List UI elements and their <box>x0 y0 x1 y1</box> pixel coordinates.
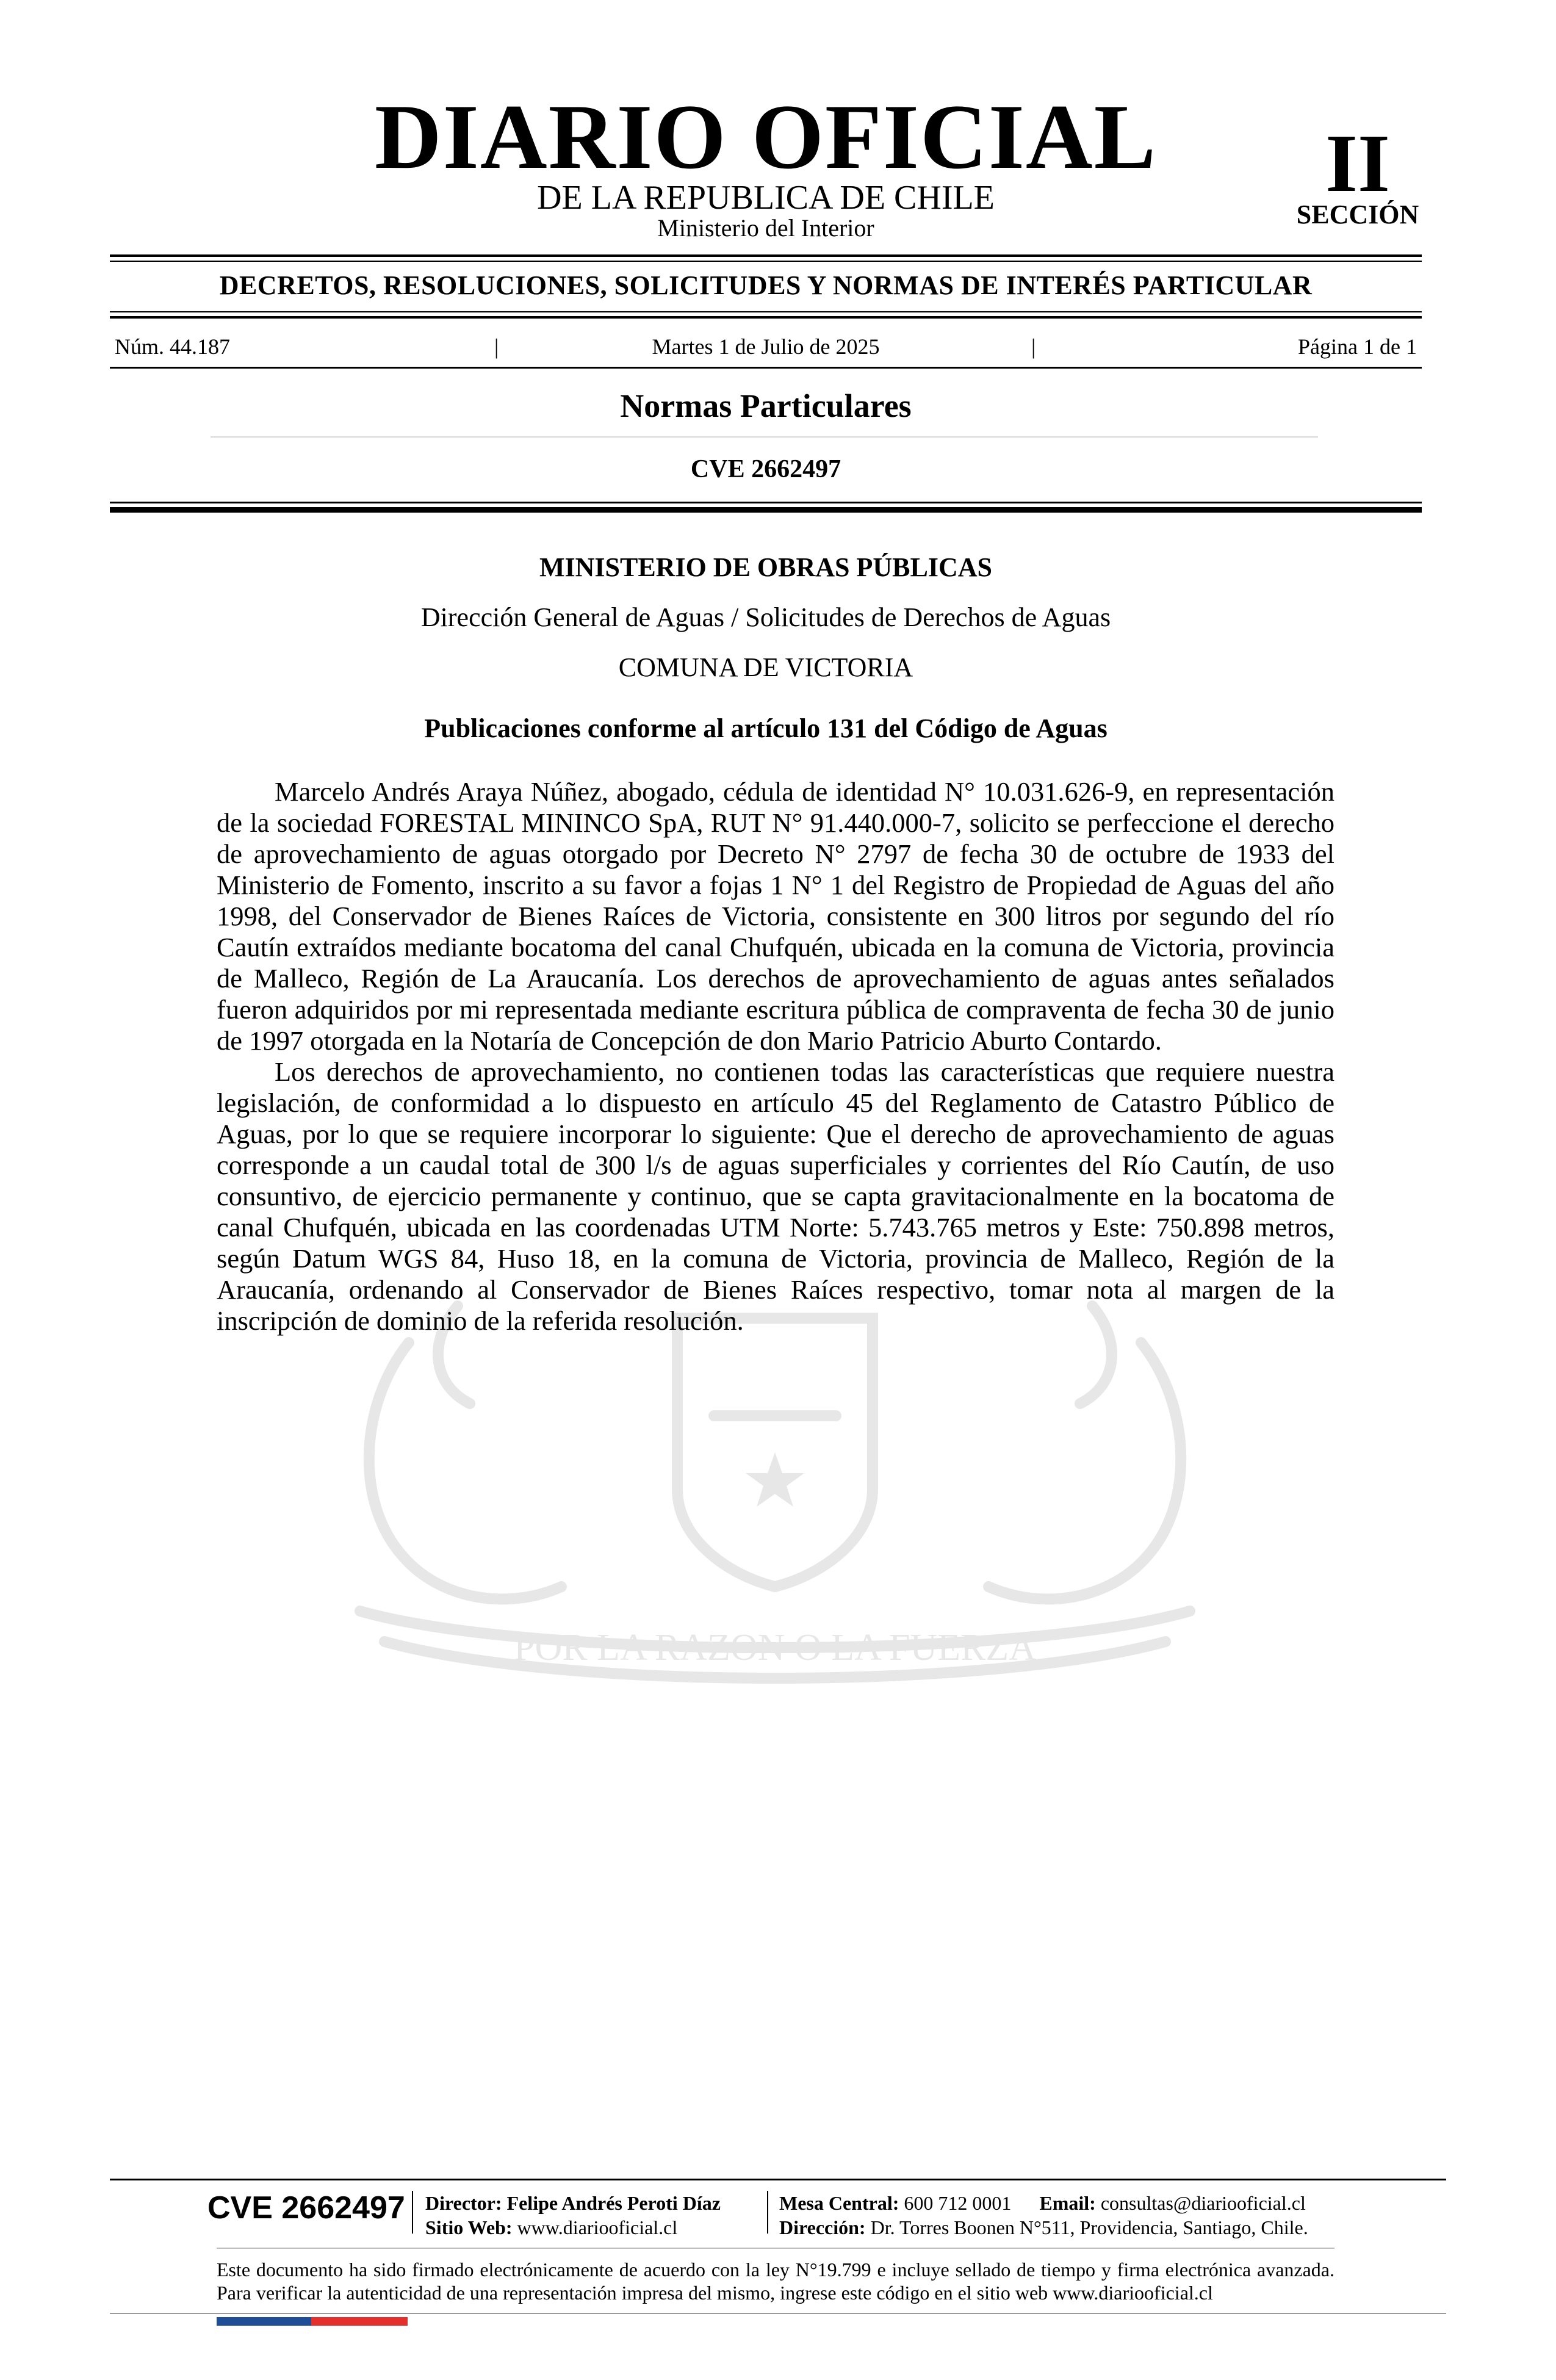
category-divider <box>211 436 1318 438</box>
issue-date: Martes 1 de Julio de 2025 <box>652 334 880 359</box>
coat-of-arms-motto: POR LA RAZON O LA FUERZA <box>513 1627 1037 1668</box>
issue-info-row <box>110 334 1422 359</box>
footer-contact <box>779 2193 1306 2213</box>
ministry-heading: MINISTERIO DE OBRAS PÚBLICAS <box>539 552 993 582</box>
footer-divider <box>767 2191 768 2234</box>
direction-heading: Dirección General de Aguas / Solicitudes de Derechos de Aguas <box>420 602 1111 632</box>
footer-website <box>425 2218 677 2237</box>
issue-number: Núm. 44.187 <box>115 334 230 359</box>
footer-director-name: Felipe Andrés Peroti Díaz <box>506 2192 721 2214</box>
footer-rule-top <box>110 2179 1446 2180</box>
footer-address-text: Dr. Torres Boonen N°511, Providencia, Santiago, Chile. <box>870 2216 1308 2238</box>
issue-separator: | <box>494 334 499 359</box>
rule-top-2 <box>110 261 1422 262</box>
cve-code: CVE 2662497 <box>690 455 841 483</box>
rule-top-1 <box>110 254 1422 257</box>
footer-email-label: Email: <box>1039 2192 1096 2214</box>
footer-director <box>425 2193 721 2213</box>
star-icon <box>746 1452 804 1507</box>
commune-heading: COMUNA DE VICTORIA <box>618 652 913 682</box>
flag-stripe-blue <box>217 2317 311 2326</box>
footer-phone: 600 712 0001 <box>904 2192 1012 2214</box>
section-label: SECCIÓN <box>1296 200 1419 229</box>
rule-mid-2 <box>110 316 1422 319</box>
category-title: Normas Particulares <box>620 388 912 424</box>
footer-rule-bottom <box>110 2313 1446 2314</box>
section-number: II <box>1325 118 1390 209</box>
document-body <box>217 776 1334 1336</box>
footer-phone-label: Mesa Central: <box>779 2192 899 2214</box>
footer-rule-mid <box>217 2248 1334 2249</box>
issue-page: Página 1 de 1 <box>1298 334 1417 359</box>
footer-divider <box>412 2191 413 2234</box>
newspaper-subtitle: DE LA REPUBLICA DE CHILE <box>537 179 995 217</box>
footer-cve-code: CVE 2662497 <box>207 2190 405 2226</box>
flag-stripe-red <box>311 2317 408 2326</box>
footer-director-label: Director: <box>425 2192 502 2214</box>
newspaper-title: DIARIO OFICIAL <box>374 85 1158 188</box>
rule-issue <box>110 367 1422 369</box>
footer-email-link[interactable]: consultas@diariooficial.cl <box>1100 2192 1306 2214</box>
condor-outline <box>989 1343 1181 1599</box>
footer-website-label: Sitio Web: <box>425 2216 513 2238</box>
issue-separator: | <box>1031 334 1036 359</box>
newspaper-ministry: Ministerio del Interior <box>657 214 874 242</box>
footer-address-label: Dirección: <box>779 2216 866 2238</box>
rule-cve-1 <box>110 502 1422 503</box>
section-heading: DECRETOS, RESOLUCIONES, SOLICITUDES Y NORMAS DE INTERÉS PARTICULAR <box>219 270 1313 300</box>
body-paragraph: Marcelo Andrés Araya Núñez, abogado, cédula de identidad N° 10.031.626-9, en representación de la sociedad FORESTAL MININCO SpA, RUT N° 91.440.000-7, solicito se perfeccione el derecho de aprovechamiento de aguas otorgado por Decreto N° 2797 de fecha 30 de octubre de 1933 del Ministerio de Fomento, inscrito a su favor a fojas 1 N° 1 del Registro de Propiedad de Aguas del año 1998, del Conservador de Bienes Raíces de Victoria, consistente en 300 litros por segundo del río Cautín extraídos mediante bocatoma del canal Chufquén, ubicada en la comuna de Victoria, provincia de Malleco, Región de La Araucanía. Los derechos de aprovechamiento de aguas antes señalados fueron adquiridos por mi representada mediante escritura pública de compraventa de fecha 30 de junio de 1997 otorgada en la Notaría de Concepción de don Mario Patricio Aburto Contardo. <box>217 776 1334 1056</box>
footer-legal-note: Este documento ha sido firmado electrónicamente de acuerdo con la ley N°19.799 e incluye sellado de tiempo y firma electrónica avanzada. Para verificar la autenticidad de una representación impresa del mismo, ingrese este código en el sitio web www.diariooficial.cl <box>217 2259 1334 2304</box>
rule-mid-1 <box>110 311 1422 312</box>
footer-website-link[interactable]: www.diariooficial.cl <box>517 2216 678 2238</box>
huemul-outline <box>369 1343 561 1599</box>
publication-title: Publicaciones conforme al artículo 131 del Código de Aguas <box>424 713 1108 743</box>
rule-cve-2 <box>110 507 1422 513</box>
body-paragraph: Los derechos de aprovechamiento, no contienen todas las características que requiere nuestra legislación, de conformidad a lo dispuesto en artículo 45 del Reglamento de Catastro Público de Aguas, por lo que se requiere incorporar lo siguiente: Que el derecho de aprovechamiento de aguas corresponde a un caudal total de 300 l/s de aguas superficiales y corrientes del Río Cautín, de uso consuntivo, de ejercicio permanente y continuo, que se capta gravitacionalmente en la bocatoma de canal Chufquén, ubicada en las coordenadas UTM Norte: 5.743.765 metros y Este: 750.898 metros, según Datum WGS 84, Huso 18, en la comuna de Victoria, provincia de Malleco, Región de la Araucanía, ordenando al Conservador de Bienes Raíces respectivo, tomar nota al margen de la inscripción de dominio de la referida resolución. <box>217 1056 1334 1336</box>
footer-address <box>779 2218 1308 2237</box>
